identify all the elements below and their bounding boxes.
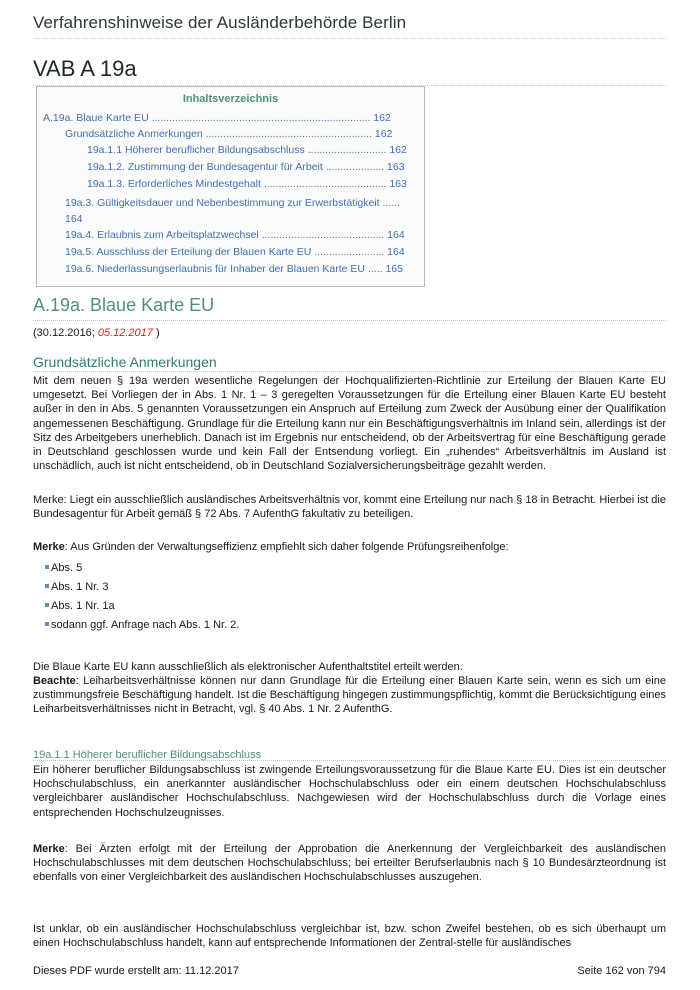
subsection-19a-1-1-heading-block xyxy=(33,745,666,761)
aerzte-merke-paragraph: Merke: Bei Ärzten erfolgt mit der Erteilung der Approbation die Anerkennung der Vergleichbarkeit des ausländischen Hochschulabschlusses mit dem deutschen Hochschulabschluss; bei erteilter Berufserlaubnis nach § 10 Bundesärzteordnung ist ebenfalls von einer Vergleichbarkeit des ausländischen Hochschulabschlusses auszugehen. xyxy=(33,843,666,884)
list-item: Abs. 1 Nr. 1a xyxy=(45,600,115,612)
site-header xyxy=(33,13,666,39)
subsection-19a-1-1-heading: 19a.1.1 Höherer beruflicher Bildungsabschluss xyxy=(33,749,262,761)
toc-entry-blaue-karte[interactable]: A.19a. Blaue Karte EU ........................................................................... 162 xyxy=(43,112,391,124)
bullet-square-icon xyxy=(45,584,49,588)
bullet-square-icon xyxy=(45,565,49,569)
degree-paragraph: Ein höherer beruflicher Bildungsabschluss ist zwingende Erteilungsvoraussetzung für die Blaue Karte EU. Dies ist ein deutscher Hochschulabschluss, ein anerkannter ausländischer Hochschulabschluss oder ein einem deutschen Hochschulabschluss vergleichbarer ausländischer Hochschulabschluss. Nachgewiesen wird der Hochschulabschluss durch die Vorlage eines entsprechenden Hochschulzeugnisses. xyxy=(33,764,666,819)
toc-entry-19a-6[interactable]: 19a.6. Niederlassungserlaubnis für Inhaber der Blauen Karte EU ..... 165 xyxy=(65,263,403,275)
pdf-page xyxy=(33,0,666,990)
revision-dates: (30.12.2016; 05.12.2017 ) xyxy=(33,327,160,339)
merke-paragraph-1: Merke: Liegt ein ausschließlich ausländisches Arbeitsverhältnis vor, kommt eine Erteilung nur nach § 18 in Betracht. Hierbei ist die Bundesagentur für Arbeit gemäß § 72 Abs. 7 AufenthG fakultativ zu beteiligen. xyxy=(33,494,666,521)
footer-page-number: Seite 162 von 794 xyxy=(577,965,666,977)
list-item: Abs. 5 xyxy=(45,562,82,574)
footer-created-date: Dieses PDF wurde erstellt am: 11.12.2017 xyxy=(33,965,239,977)
unclear-degree-paragraph: Ist unklar, ob ein ausländischer Hochschulabschluss vergleichbar ist, bzw. schon Zweifel bestehen, ob es sich überhaupt um einen Hochschulabschluss handelt, kann auf entsprechende Informationen der Zentral-stelle für ausländisches xyxy=(33,923,666,950)
toc-entry-19a-3[interactable]: 19a.3. Gültigkeitsdauer und Nebenbestimmung zur Erwerbstätigkeit ...... 164 xyxy=(65,197,401,225)
list-item: sodann ggf. Anfrage nach Abs. 1 Nr. 2. xyxy=(45,619,239,631)
site-title: Verfahrenshinweise der Ausländerbehörde Berlin xyxy=(33,13,407,32)
section-title: A.19a. Blaue Karte EU xyxy=(33,295,215,315)
toc-entry-19a-1-3[interactable]: 19a.1.3. Erforderliches Mindestgehalt .......................................... 163 xyxy=(87,178,407,190)
electronic-title-paragraph: Die Blaue Karte EU kann ausschließlich als elektronischer Aufenthaltstitel erteilt werden. xyxy=(33,661,463,673)
general-intro-paragraph: Mit dem neuen § 19a werden wesentliche Regelungen der Hochqualifizierten-Richtlinie zur Erteilung der Blauen Karte EU umgesetzt. Bei Vorliegen der in Abs. 1 Nr. 1 – 3 geregelten Voraussetzungen für die Erteilung einer Blauen Karte EU besteht außer in den in Abs. 5 genannten Voraussetzungen ein Anspruch auf Erteilung zum Zweck der Ausübung einer der Qualifikation angemessenen Beschäftigung. Grundlage für die Erteilung kann nur ein Beschäftigungsverhältnis im Inland sein, allerdings ist der Sitz des Arbeitgebers unerheblich. Danach ist im Ergebnis nur entscheidend, ob der Arbeitsvertrag für eine Beschäftigung gerade in Deutschland geschlossen wurde und kein Fall der Entsendung vorliegt. Ein „ruhendes“ Arbeitsverhältnis im Ausland ist unschädlich, auch ist nicht entscheidend, ob in Deutschland Sozialversicherungsbeiträge gezahlt werden. xyxy=(33,375,666,473)
bullet-square-icon xyxy=(45,622,49,626)
toc-entry-19a-4[interactable]: 19a.4. Erlaubnis zum Arbeitsplatzwechsel .......................................... 164 xyxy=(65,229,405,241)
list-item: Abs. 1 Nr. 3 xyxy=(45,581,108,593)
section-title-block xyxy=(33,295,666,321)
toc-entry-grundsaetzliche[interactable]: Grundsätzliche Anmerkungen ......................................................... 162 xyxy=(65,128,393,140)
table-of-contents xyxy=(36,86,425,287)
document-title-block xyxy=(33,56,666,86)
toc-entry-19a-1-1[interactable]: 19a.1.1 Höherer beruflicher Bildungsabschluss ........................... 162 xyxy=(87,144,407,156)
general-notes-heading-block xyxy=(33,354,666,372)
document-title: VAB A 19a xyxy=(33,56,137,81)
toc-entry-19a-1-2[interactable]: 19a.1.2. Zustimmung der Bundesagentur für Arbeit .................... 163 xyxy=(87,161,405,173)
bullet-square-icon xyxy=(45,603,49,607)
changed-date: 05.12.2017 xyxy=(97,327,153,339)
general-notes-heading: Grundsätzliche Anmerkungen xyxy=(33,354,217,370)
merke-paragraph-2: Merke: Aus Gründen der Verwaltungseffizienz empfiehlt sich daher folgende Prüfungsreihenfolge: xyxy=(33,541,509,553)
toc-heading: Inhaltsverzeichnis xyxy=(182,93,279,105)
beachte-paragraph: Beachte: Leiharbeitsverhältnisse können nur dann Grundlage für die Erteilung einer Blauen Karte sein, wenn es sich um eine zustimmungsfreie Beschäftigung handelt. Ist die Beschäftigung hingegen zustimmungspflichtig, kommt die Berücksichtigung eines Leiharbeitsverhältnisses nicht in Betracht, vgl. § 40 Abs. 1 Nr. 2 AufenthG. xyxy=(33,675,666,716)
toc-entry-19a-5[interactable]: 19a.5. Ausschluss der Erteilung der Blauen Karte EU ........................ 164 xyxy=(65,246,405,258)
